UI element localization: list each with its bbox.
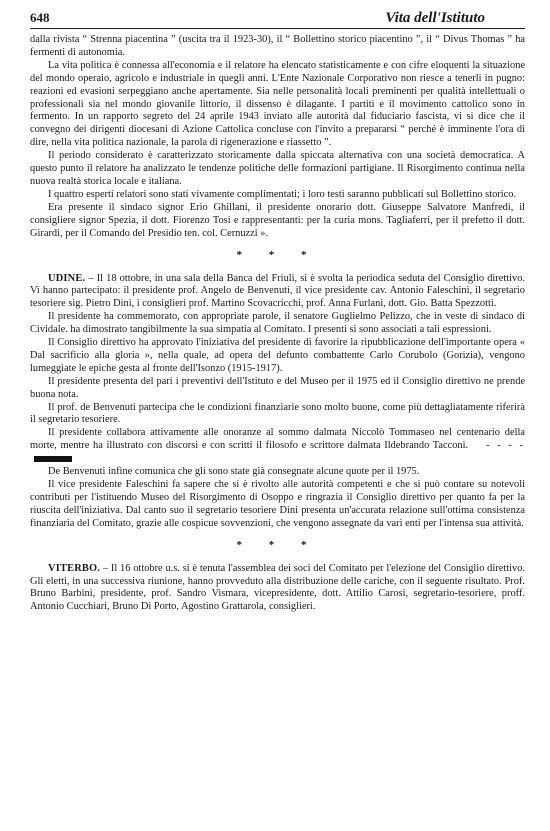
section-lead: VITERBO. (48, 562, 101, 574)
paragraph: dalla rivista “ Strenna piacentina ” (uscita tra il 1923-30), il “ Bollettino storico piacentino ”, il “ Divus Thomas ” ha fermenti di autonomia. (30, 34, 525, 58)
section-udine (30, 273, 525, 531)
scribble-mark: - - - - (486, 440, 525, 452)
paragraph (30, 427, 525, 466)
running-title: Vita dell'Istituto (385, 10, 485, 26)
paragraph: Il vice presidente Faleschini fa sapere che si è rivolto alle autorità competenti e che si può contare su notevoli contributi per l'istituendo Museo del Risorgimento di Osoppo e ringrazia il Consiglio direttivo per quanto fa per la riuscita dell'iniziativa. Dal canto suo il segretario tesoriere Dini presenta un'accurata relazione sull'ottima consistenza finanziaria del Comitato, grazie alle cospicue sovvenzioni, che vengono assegnate da vari enti per l'intensa sua attività. (30, 479, 525, 529)
paragraph: La vita politica è connessa all'economia e il relatore ha elencato statisticamente e con cifre eloquenti la situazione del mondo operaio, agricolo e industriale in quegli anni. L'Ente Nazionale Corporativo non riesce a tenerli in pugno: reazioni ed evasioni serpeggiano anche apertamente. Sia nelle personalità locali preminenti per qualità intellettuali o professionali sia nel mondo giovanile littorio, il dissenso è dilagante. I partiti e il movimento cattolico sono in fermento. In un rapporto segreto del 24 aprile 1943 inviato alle autorità dal fiduciario fascista, vi si dice che il convegno dei dirigenti diocesani di Azione Cattolica concluse con l'invito a prepararsi “ perché è imminente l'ora di dire, nella vita politica nazionale, la parola di rigenerazione e riassetto ”. (30, 59, 525, 149)
paragraph: Il Consiglio direttivo ha approvato l'iniziativa del presidente di favorire la ripubblicazione dell'importante opera « Dal sacrificio alla gloria », nella quale, ad opera del defunto combattente Carlo Corubolo (Gorizia), vengono lumeggiate le epiche gesta al fronte dell'Isonzo (1915-1917). (30, 337, 525, 374)
paragraph: Il prof. de Benvenuti partecipa che le condizioni finanziarie sono molto buone, come più dettagliatamente riferirà il segretario tesoriere. (30, 401, 525, 426)
paragraph: De Benvenuti infine comunica che gli sono state già consegnate alcune quote per il 1975. (48, 466, 420, 478)
page-header (30, 10, 525, 29)
paragraph (30, 563, 525, 615)
section-separator: * * * (236, 538, 319, 551)
paragraph-text: – Il 16 ottobre u.s. si è tenuta l'assemblea dei soci del Comitato per l'elezione del Consiglio direttivo. Gli eletti, in una successiva riunione, hanno provveduto alla distribuzione delle cariche, con il seguente risultato. Prof. Bruno Barbini, presidente, prof. Sandro Vismara, vicepresidente, dott. Attilio Carosi, segretario-tesoriere, proff. Antonio Cucchiari, Bruno Di Porto, Agostino Grattarola, consiglieri. (30, 562, 525, 613)
paragraph: Il presidente presenta del pari i preventivi dell'Istituto e del Museo per il 1975 ed il Consiglio direttivo ne prende buona nota. (30, 375, 525, 400)
paragraph: Era presente il sindaco signor Erio Ghillani, il presidente onorario dott. Giuseppe Salvatore Manfredi, il consigliere signor Spezia, il dott. Fiorenzo Tosi e rappresentanti: per la curia mons. Tagliaferri, per il prefetto il dott. Girardi, per il Comando del Presidio ten. col. Cernuzzi ». (30, 201, 525, 239)
paragraph: Il periodo considerato è caratterizzato storicamente dalla spiccata alternativa con una società democratica. A questo punto il relatore ha analizzato le tendenze politiche delle formazioni partigiane. Il Risorgimento continua nella nuova realtà storica locale e italiana. (30, 150, 525, 187)
paragraph: I quattro esperti relatori sono stati vivamente complimentati; i loro testi saranno pubblicati sul Bollettino storico. (48, 188, 517, 200)
section-viterbo (30, 563, 525, 615)
paragraph-text: – Il 18 ottobre, in una sala della Banca del Friuli, si è svolta la periodica seduta del Consiglio direttivo. Vi hanno partecipato: il presidente prof. Angelo de Benvenuti, il vice presidente cav. Antonio Faleschini, il segretario tesoriere sig. Pietro Dini, i consiglieri prof. Martino Scovacricchi, prof. Anna Furlani, dott. Gio. Batta Spezzotti. (30, 272, 525, 310)
document-page (30, 10, 525, 614)
section-piacenza (30, 34, 525, 241)
section-lead: UDINE. (48, 272, 86, 284)
paragraph: Il presidente ha commemorato, con appropriate parole, il senatore Guglielmo Pelizzo, che in veste di sindaco di Cividale. ha dimostrato tangibilmente la sua simpatia al Comitato. I presenti si sono associati a tali espressioni. (30, 311, 525, 336)
page-number: 648 (30, 10, 50, 25)
paragraph-text: Il presidente collabora attivamente alle onoranze al sommo dalmata Niccolò Tommaseo nel centenario della morte, mentre ha illustrato con discorsi e con scritti il filosofo e scrittore dalmata Ildebrando Tacconi. (30, 427, 525, 452)
paragraph (30, 273, 525, 312)
ink-blot (34, 456, 72, 462)
section-separator: * * * (236, 248, 319, 261)
